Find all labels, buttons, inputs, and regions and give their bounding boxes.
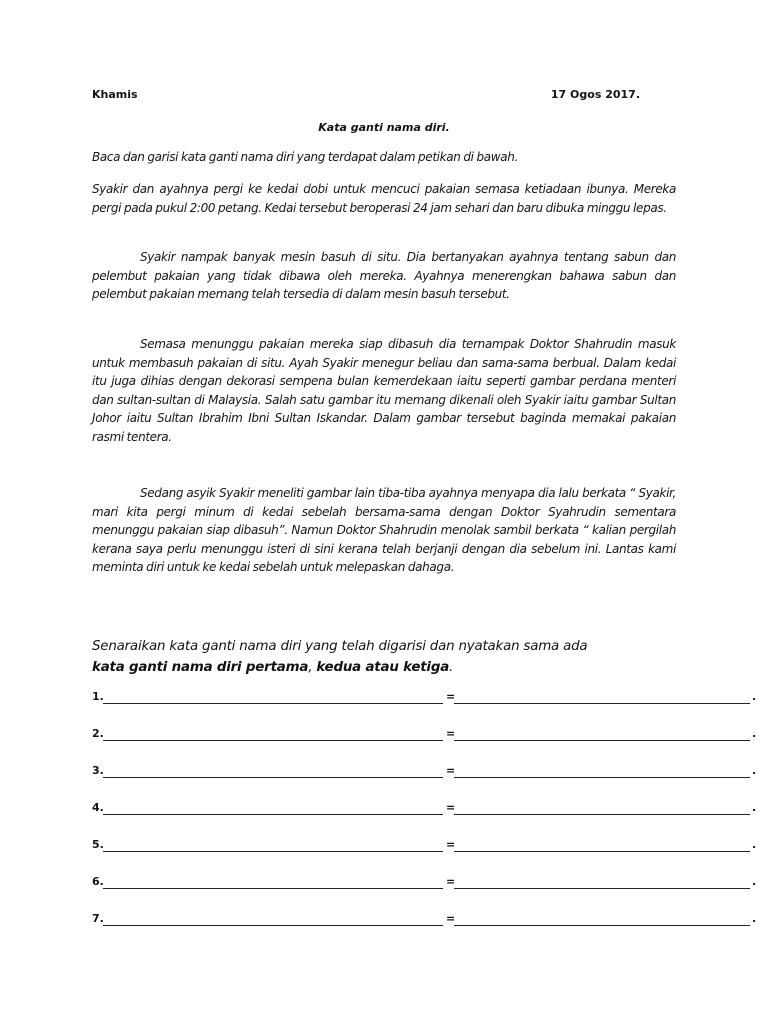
answer-row [92, 912, 757, 949]
answer-end-dot: . [752, 764, 757, 777]
passage-paragraph-2 [92, 248, 676, 304]
answer-blank-word[interactable] [103, 925, 443, 926]
task-bold-first: kata ganti nama diri pertama [92, 660, 309, 675]
answer-blank-type[interactable] [454, 777, 750, 778]
answer-number: 4. [92, 801, 104, 814]
answer-blank-word[interactable] [103, 851, 443, 852]
header-date: 17 Ogos 2017. [550, 88, 640, 101]
header-day: Khamis [92, 88, 138, 101]
answer-blank-type[interactable] [454, 888, 750, 889]
answer-row [92, 838, 757, 875]
answer-blank-word[interactable] [103, 740, 443, 741]
header [92, 88, 640, 106]
answer-blank-word[interactable] [103, 814, 443, 815]
passage-paragraph-1 [92, 180, 676, 217]
answer-number: 1. [92, 690, 104, 703]
answer-blank-type[interactable] [454, 703, 750, 704]
answer-list [92, 690, 757, 949]
answer-number: 3. [92, 764, 104, 777]
equals-sign: = [446, 727, 456, 740]
answer-row [92, 690, 757, 727]
answer-end-dot: . [752, 838, 757, 851]
answer-end-dot: . [752, 727, 757, 740]
instruction-paragraph: Baca dan garisi kata ganti nama diri yang terdapat dalam petikan di bawah. [92, 150, 518, 164]
task-bold-second: kedua atau ketiga [316, 660, 450, 675]
paragraph-text: Sedang asyik Syakir meneliti gambar lain tiba-tiba ayahnya menyapa dia lalu berkata “ Syakir, mari kita pergi minum di kedai sebelah bersama-sama dengan Doktor Syahrudin sementara menunggu pakaian siap dibasuh”. Namun Doktor Shahrudin menolak sambil berkata “ kalian pergilah kerana saya perlu menunggu isteri di sini kerana telah berjanji dengan dia sebelum ini. Lantas kami meminta diri untuk ke kedai sebelah untuk melepaskan dahaga. [92, 486, 676, 575]
answer-blank-type[interactable] [454, 814, 750, 815]
task-line-2 [92, 657, 692, 678]
passage-paragraph-3 [92, 335, 676, 447]
equals-sign: = [446, 912, 456, 925]
answer-end-dot: . [752, 801, 757, 814]
answer-number: 2. [92, 727, 104, 740]
answer-row [92, 875, 757, 912]
answer-end-dot: . [752, 875, 757, 888]
answer-end-dot: . [752, 912, 757, 925]
paragraph-text: Semasa menunggu pakaian mereka siap dibasuh dia ternampak Doktor Shahrudin masuk untuk membasuh pakaian di situ. Ayah Syakir menegur beliau dan sama-sama berbual. Dalam kedai itu juga dihias dengan dekorasi sempena bulan kemerdekaan iaitu seperti gambar perdana menteri dan sultan-sultan di Malaysia. Salah satu gambar itu memang dikenali oleh Syakir iaitu gambar Sultan Johor iaitu Sultan Ibrahim Ibni Sultan Iskandar. Dalam gambar tersebut baginda memakai pakaian rasmi tentera. [92, 337, 676, 444]
equals-sign: = [446, 690, 456, 703]
equals-sign: = [446, 838, 456, 851]
task-line-1: Senaraikan kata ganti nama diri yang telah digarisi dan nyatakan sama ada [92, 639, 588, 654]
answer-number: 6. [92, 875, 104, 888]
answer-blank-type[interactable] [454, 925, 750, 926]
answer-number: 5. [92, 838, 104, 851]
task-end: . [449, 660, 454, 675]
paragraph-text: Syakir dan ayahnya pergi ke kedai dobi untuk mencuci pakaian semasa ketiadaan ibunya. Mereka pergi pada pukul 2:00 petang. Kedai tersebut beroperasi 24 jam sehari dan baru dibuka minggu lepas. [92, 182, 676, 215]
equals-sign: = [446, 875, 456, 888]
paragraph-text: Syakir nampak banyak mesin basuh di situ. Dia bertanyakan ayahnya tentang sabun dan pelembut pakaian yang tidak dibawa oleh mereka. Ayahnya menerengkan bahawa sabun dan pelembut pakaian memang telah tersedia di dalam mesin basuh tersebut. [92, 250, 676, 302]
task-separator: , [308, 660, 317, 675]
answer-row [92, 727, 757, 764]
answer-row [92, 801, 757, 838]
answer-blank-type[interactable] [454, 740, 750, 741]
answer-blank-word[interactable] [103, 888, 443, 889]
passage-paragraph-4 [92, 484, 676, 577]
answer-number: 7. [92, 912, 104, 925]
page-title: Kata ganti nama diri. [318, 121, 450, 134]
equals-sign: = [446, 764, 456, 777]
answer-end-dot: . [752, 690, 757, 703]
task-instruction [92, 636, 692, 678]
answer-row [92, 764, 757, 801]
answer-blank-word[interactable] [103, 777, 443, 778]
instruction-text [92, 148, 676, 167]
equals-sign: = [446, 801, 456, 814]
answer-blank-type[interactable] [454, 851, 750, 852]
answer-blank-word[interactable] [103, 703, 443, 704]
